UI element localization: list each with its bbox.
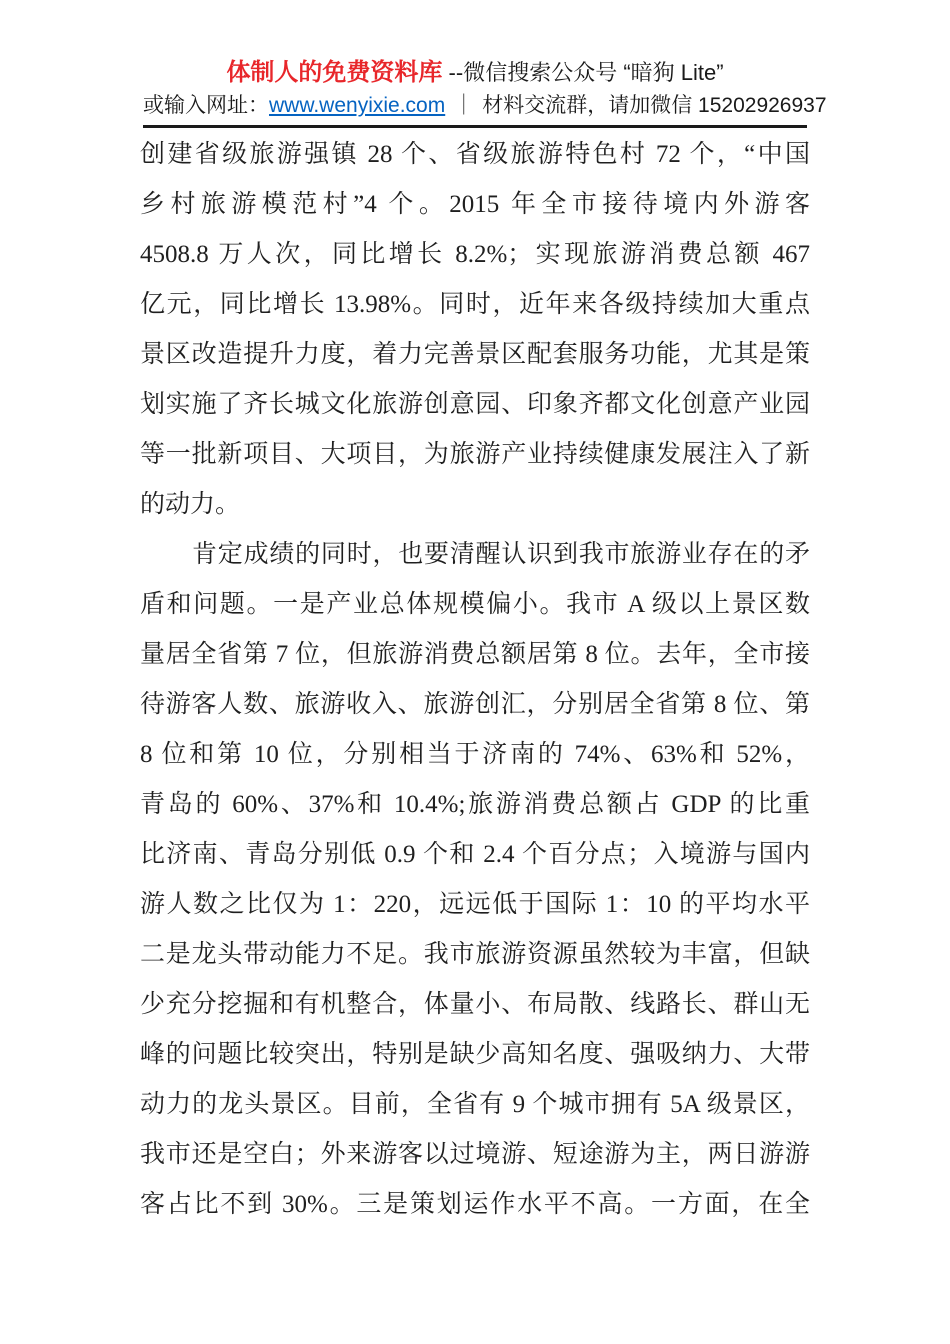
text-line: 景区改造提升力度，着力完善景区配套服务功能，尤其是策 <box>140 341 810 368</box>
text-line: 等一批新项目、大项目，为旅游产业持续健康发展注入了新 <box>140 441 810 468</box>
brand-title: 体制人的免费资料库 <box>226 59 443 86</box>
document-body <box>140 130 810 1230</box>
text-line: 创建省级旅游强镇 28 个、省级旅游特色村 72 个，“中国 <box>140 141 810 168</box>
text-line: 少充分挖掘和有机整合，体量小、布局散、线路长、群山无 <box>140 991 810 1018</box>
contact-label: 材料交流群，请加微信 15202926937 <box>482 94 827 117</box>
header-line1 <box>143 56 807 90</box>
website-link[interactable]: www.wenyixie.com <box>269 94 446 117</box>
text-line: 4508.8 万人次，同比增长 8.2%；实现旅游消费总额 467 <box>140 241 810 268</box>
text-line: 我市还是空白；外来游客以过境游、短途游为主，两日游游 <box>140 1141 810 1168</box>
text-line: 盾和问题。一是产业总体规模偏小。我市 A 级以上景区数 <box>140 591 810 618</box>
text-line: 乡村旅游模范村”4 个。2015 年全市接待境内外游客 <box>140 191 810 218</box>
promo-header <box>143 0 827 128</box>
text-line: 划实施了齐长城文化旅游创意园、印象齐都文化创意产业园 <box>140 391 810 418</box>
text-line: 待游客人数、旅游收入、旅游创汇，分别居全省第 8 位、第 <box>140 691 810 718</box>
text-line: 比济南、青岛分别低 0.9 个和 2.4 个百分点；入境游与国内 <box>140 841 810 868</box>
text-line: 肯定成绩的同时，也要清醒认识到我市旅游业存在的矛 <box>192 541 810 568</box>
text-line: 二是龙头带动能力不足。我市旅游资源虽然较为丰富，但缺 <box>140 941 810 968</box>
text-line: 8 位和第 10 位，分别相当于济南的 74%、63%和 52%， <box>140 741 810 768</box>
text-line: 峰的问题比较突出，特别是缺少高知名度、强吸纳力、大带 <box>140 1041 810 1068</box>
header-line2 <box>143 90 827 125</box>
text-line: 的动力。 <box>140 491 241 518</box>
text-line: 青岛的 60%、37%和 10.4%;旅游消费总额占 GDP 的比重 <box>140 791 810 818</box>
text-line: 亿元，同比增长 13.98%。同时，近年来各级持续加大重点 <box>140 291 810 318</box>
separator-bar: ｜ <box>453 94 475 117</box>
wechat-tagline: --微信搜索公众号 “暗狗 Lite” <box>442 60 724 85</box>
text-line: 动力的龙头景区。目前，全省有 9 个城市拥有 5A 级景区， <box>140 1091 810 1118</box>
text-line: 量居全省第 7 位，但旅游消费总额居第 8 位。去年，全市接 <box>140 641 810 668</box>
text-line: 游人数之比仅为 1：220，远远低于国际 1：10 的平均水平 <box>140 891 810 918</box>
text-line: 客占比不到 30%。三是策划运作水平不高。一方面，在全 <box>140 1191 810 1218</box>
url-prefix-label: 或输入网址： <box>143 94 269 117</box>
